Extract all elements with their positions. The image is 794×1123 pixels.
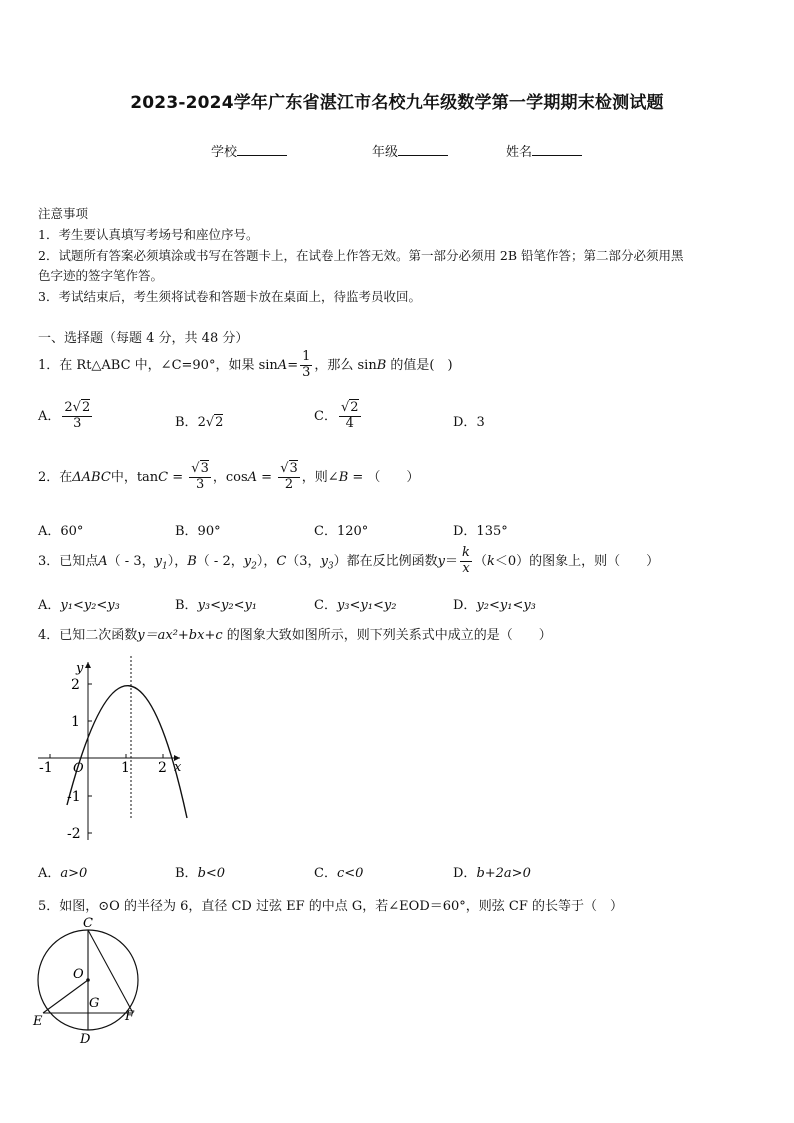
page-title: 2023-2024学年广东省湛江市名校九年级数学第一学期期末检测试题: [130, 93, 664, 113]
q1-d-value: 3: [476, 415, 485, 430]
q2-var-b: B: [338, 469, 349, 485]
q2-post2: = （ ）: [348, 469, 420, 485]
section-heading: 一、选择题（每题 4 分，共 48 分）: [38, 331, 249, 346]
q3-text5: ），: [256, 553, 277, 569]
q4-option-a[interactable]: [38, 862, 87, 881]
q2-eq1: =: [168, 469, 188, 485]
q3-a-text: y₁<y₂<y₃: [60, 598, 120, 613]
q2-eq2: =: [257, 469, 277, 485]
q2-post: ，则∠: [301, 469, 339, 485]
q3-c-text: y₃<y₁<y₂: [336, 598, 397, 613]
q3-point-c: C: [276, 553, 287, 569]
q2-frac1-num: √3: [191, 461, 209, 476]
q1-c-num: √2: [340, 400, 359, 415]
q3-k-var: k: [486, 553, 495, 569]
y-tick-label-1: 1: [71, 714, 80, 730]
q1-option-a[interactable]: [38, 401, 94, 432]
q3-b-text: y₃<y₂<y₁: [197, 598, 258, 613]
q1-fraction: [300, 350, 312, 381]
q4-d-text: b+2a>0: [476, 866, 531, 881]
q1-frac-num: 1: [302, 349, 311, 364]
q3-y1-var: y: [154, 553, 162, 569]
y-tick-label-neg2: -2: [67, 826, 81, 842]
q4-option-c[interactable]: [314, 862, 363, 881]
q2-frac2-num: √3: [280, 461, 298, 476]
q1-b-label: B．: [175, 415, 198, 430]
q1-frac-den: 3: [302, 364, 311, 380]
q3-text4: （ - 2，: [196, 553, 244, 569]
label-e: E: [33, 1014, 43, 1029]
school-blank: [237, 143, 287, 156]
school-label: 学校: [211, 145, 238, 160]
label-f: F: [125, 1009, 135, 1024]
name-blank: [532, 143, 582, 156]
q4-option-d[interactable]: [453, 862, 531, 881]
name-field: [506, 141, 582, 160]
notice-item-3: 3．考试结束后，考生须将试卷和答题卡放在桌面上，待监考员收回。: [38, 289, 421, 304]
q3-a-label: A．: [38, 598, 61, 613]
q1-c-fraction: [339, 401, 361, 432]
q2-frac1-den: 3: [195, 476, 205, 492]
grade-field: [372, 141, 448, 160]
q1-eq: =: [287, 357, 299, 373]
q3-fraction: [460, 546, 472, 577]
q1-option-b[interactable]: B．2√2: [175, 415, 224, 430]
q1-a-fraction: [62, 401, 92, 432]
notice-item-2b: 色字迹的签字笔作答。: [38, 268, 164, 283]
circle-diagram: [30, 915, 145, 1050]
q1-var-b: B: [376, 357, 387, 373]
q4-a-text: a>0: [60, 866, 88, 881]
grade-label: 年级: [372, 145, 399, 160]
q3-point-a: A: [98, 553, 108, 569]
q4-c-label: C．: [314, 866, 337, 881]
q3-y-var: y: [437, 553, 446, 569]
q3-c-label: C．: [314, 598, 337, 613]
origin-label: O: [73, 761, 84, 776]
q4-c-text: c<0: [336, 866, 364, 881]
q3-point-b: B: [187, 553, 197, 569]
q3-text3: ），: [167, 553, 188, 569]
name-label: 姓名: [506, 145, 533, 160]
q3-option-b[interactable]: [175, 594, 257, 613]
q1-d-label: D．: [453, 415, 477, 430]
q2-frac2-den: 2: [284, 476, 294, 492]
parabola-curve: [67, 686, 187, 818]
q3-text7: ）都在反比例函数: [333, 553, 438, 569]
q2-option-d[interactable]: D．135°: [453, 524, 508, 539]
q1-a-den: 3: [73, 415, 82, 431]
y-axis-label: y: [76, 661, 84, 676]
q4-a-label: A．: [38, 866, 61, 881]
q2-var-a: A: [247, 469, 258, 485]
x-axis-label: x: [174, 760, 182, 775]
notice-item-2a: 2．试题所有答案必须填涂或书写在答题卡上，在试卷上作答无效。第一部分必须用 2B 铅笔作答；第二部分必须用黑: [38, 248, 684, 263]
q2-fraction-2: [278, 462, 300, 493]
q2-pre: 2．在: [38, 469, 73, 485]
label-d: D: [80, 1032, 91, 1047]
label-o: O: [73, 967, 84, 982]
q2-mid1: 中，tan: [110, 469, 159, 485]
q2-mid2: ，cos: [212, 469, 248, 485]
x-tick-label-neg1: -1: [39, 760, 53, 776]
q4-b-text: b<0: [197, 866, 226, 881]
label-c: C: [83, 916, 93, 931]
q2-option-c[interactable]: C．120°: [314, 524, 369, 539]
q2-triangle: ΔABC: [72, 469, 111, 485]
q1-var-a: A: [277, 357, 288, 373]
q3-text8: （: [473, 553, 487, 569]
q3-option-a[interactable]: [38, 594, 120, 613]
q1-c-label: C．: [314, 408, 337, 424]
question-4: [38, 624, 552, 643]
q4-b-label: B．: [175, 866, 198, 881]
question-3: [38, 546, 659, 577]
y-tick-label-2: 2: [71, 677, 80, 693]
q1-option-d[interactable]: [453, 411, 485, 430]
q3-text2: （ - 3，: [107, 553, 155, 569]
q1-post2: 的值是( ): [386, 357, 453, 373]
q2-option-b[interactable]: B．90°: [175, 524, 221, 539]
q2-fraction-1: [189, 462, 211, 493]
q1-post: ，那么 sin: [314, 357, 377, 373]
school-field: [211, 141, 287, 160]
parabola-graph: [30, 650, 200, 850]
q4-d-label: D．: [453, 866, 477, 881]
q1-a-num: 2√2: [64, 400, 91, 415]
notice-heading: 注意事项: [38, 206, 89, 221]
q1-a-coef: 2: [64, 400, 73, 415]
question-5: 5．如图，⊙O 的半径为 6，直径 CD 过弦 EF 的中点 G，若∠EOD＝60°，则弦 CF 的长等于（ ）: [38, 899, 624, 914]
q2-frac2-radicand: 3: [289, 461, 298, 476]
q3-d-label: D．: [453, 598, 477, 613]
q3-y2-var: y: [243, 553, 252, 569]
q3-text6: （3，: [286, 553, 321, 569]
q2-frac1-radicand: 3: [200, 461, 209, 476]
q3-y3: $y_3$: [320, 553, 334, 572]
q3-text9: ＜0）的图象上，则（ ）: [494, 553, 660, 569]
q3-text1: 3．已知点: [38, 553, 99, 569]
q1-option-c[interactable]: [314, 401, 363, 432]
grade-blank: [398, 143, 448, 156]
q1-a-radicand: 2: [81, 400, 91, 415]
q3-frac-den: x: [462, 560, 470, 576]
q1-b-coef: 2: [197, 415, 206, 430]
center-dot: [86, 978, 90, 982]
q4-func: y＝ax²+bx+c: [137, 628, 223, 643]
q2-option-a[interactable]: A．60°: [38, 524, 84, 539]
q1-b-radicand: 2: [215, 415, 224, 430]
q3-y3-var: y: [320, 553, 328, 569]
q2-var-c: C: [158, 469, 169, 485]
q3-y1: $y_1$: [154, 553, 168, 572]
q3-eq: ＝: [445, 553, 459, 569]
q1-c-radicand: 2: [350, 400, 359, 415]
q3-option-c[interactable]: [314, 594, 396, 613]
question-2: [38, 462, 419, 493]
q1-pre: 1．在 Rt△ABC 中，∠C=90°，如果 sin: [38, 357, 278, 373]
x-tick-label-2: 2: [158, 760, 167, 776]
y-tick-label-neg1: -1: [67, 789, 81, 805]
q3-d-text: y₂<y₁<y₃: [476, 598, 536, 613]
q3-frac-num: k: [462, 545, 470, 560]
notice-item-1: 1．考生要认真填写考场号和座位序号。: [38, 227, 259, 242]
question-1: [38, 350, 453, 381]
q4-pre: 4．已知二次函数: [38, 628, 138, 643]
y-axis-arrow: [85, 662, 91, 668]
label-g: G: [89, 996, 100, 1011]
x-tick-label-1: 1: [121, 760, 130, 776]
q4-post: 的图象大致如图所示，则下列关系式中成立的是（ ）: [222, 628, 552, 643]
q3-y2: $y_2$: [243, 553, 257, 572]
segment-oe: [43, 980, 88, 1013]
q3-option-d[interactable]: [453, 594, 536, 613]
q1-c-den: 4: [345, 415, 354, 431]
q4-option-b[interactable]: [175, 862, 225, 881]
q3-b-label: B．: [175, 598, 198, 613]
q1-a-label: A．: [38, 408, 61, 424]
